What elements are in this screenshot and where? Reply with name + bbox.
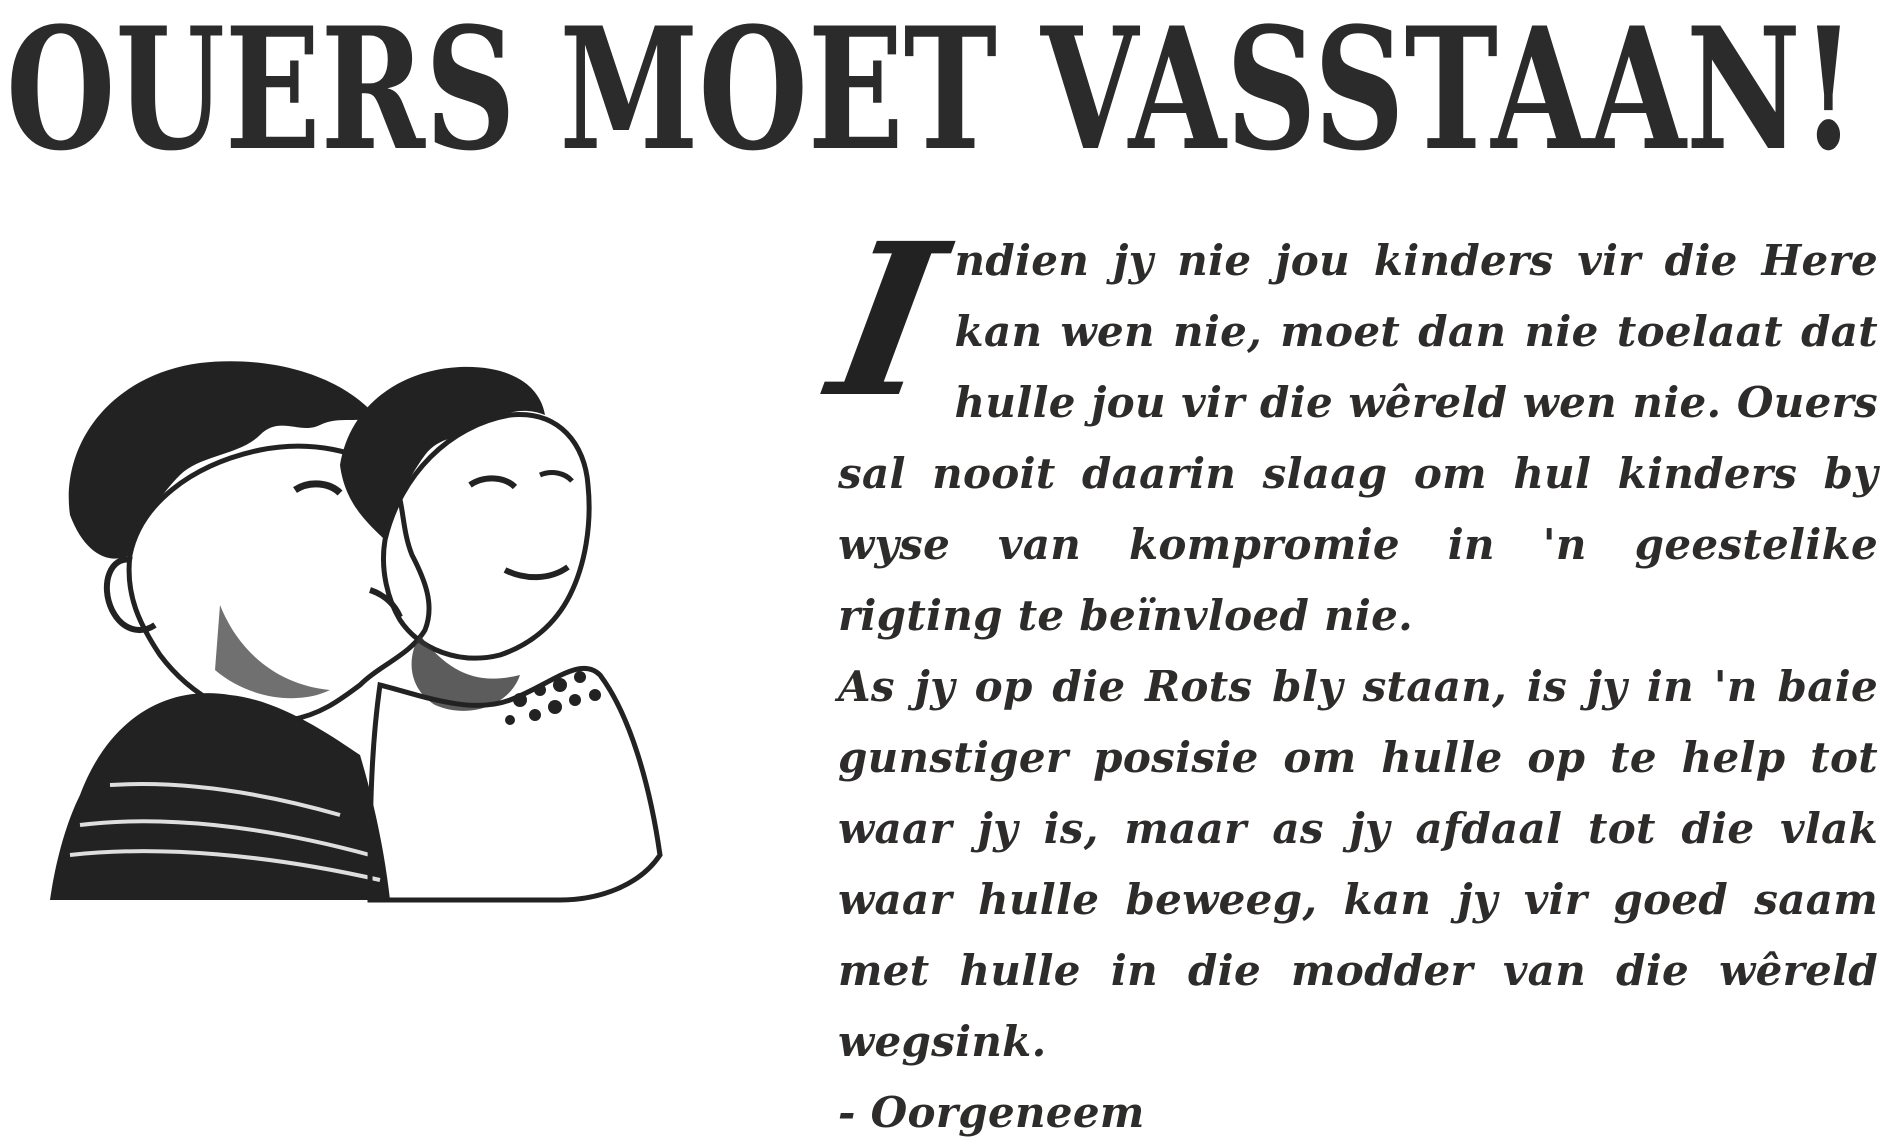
paragraph-1 xyxy=(816,197,1878,651)
paragraph-2: As jy op die Rots bly staan, is jy in 'n baie gunstiger posisie om hulle op te help tot waar jy is, maar as jy afdaal tot die vlak waar hulle beweeg, kan jy vir goed saam met hulle in die modder van die wêreld wegsink. xyxy=(838,662,1878,1066)
drop-cap: I xyxy=(816,197,959,444)
headline xyxy=(0,0,1886,170)
right-boy-mouth xyxy=(505,567,568,577)
left-boy-eye xyxy=(295,484,340,493)
right-boy-eye xyxy=(470,478,515,487)
attribution: - Oorgeneem xyxy=(838,1088,1145,1137)
right-boy-eye-2 xyxy=(540,473,572,481)
article-body xyxy=(816,197,1878,1148)
paragraph-1-text: ndien jy nie jou kinders vir die Here kan wen nie, moet dan nie toelaat dat hulle jou vir die wêreld wen nie. Ouers sal nooit daarin slaag om hul kinders by wyse van kompromie in 'n geestelike rigting te beïnvloed nie. xyxy=(838,236,1878,640)
children-illustration xyxy=(40,355,800,935)
left-boy-sweater xyxy=(50,693,390,900)
right-boy-hair xyxy=(340,367,545,540)
headline-text: OUERS MOET VASSTAAN! xyxy=(6,0,1856,170)
